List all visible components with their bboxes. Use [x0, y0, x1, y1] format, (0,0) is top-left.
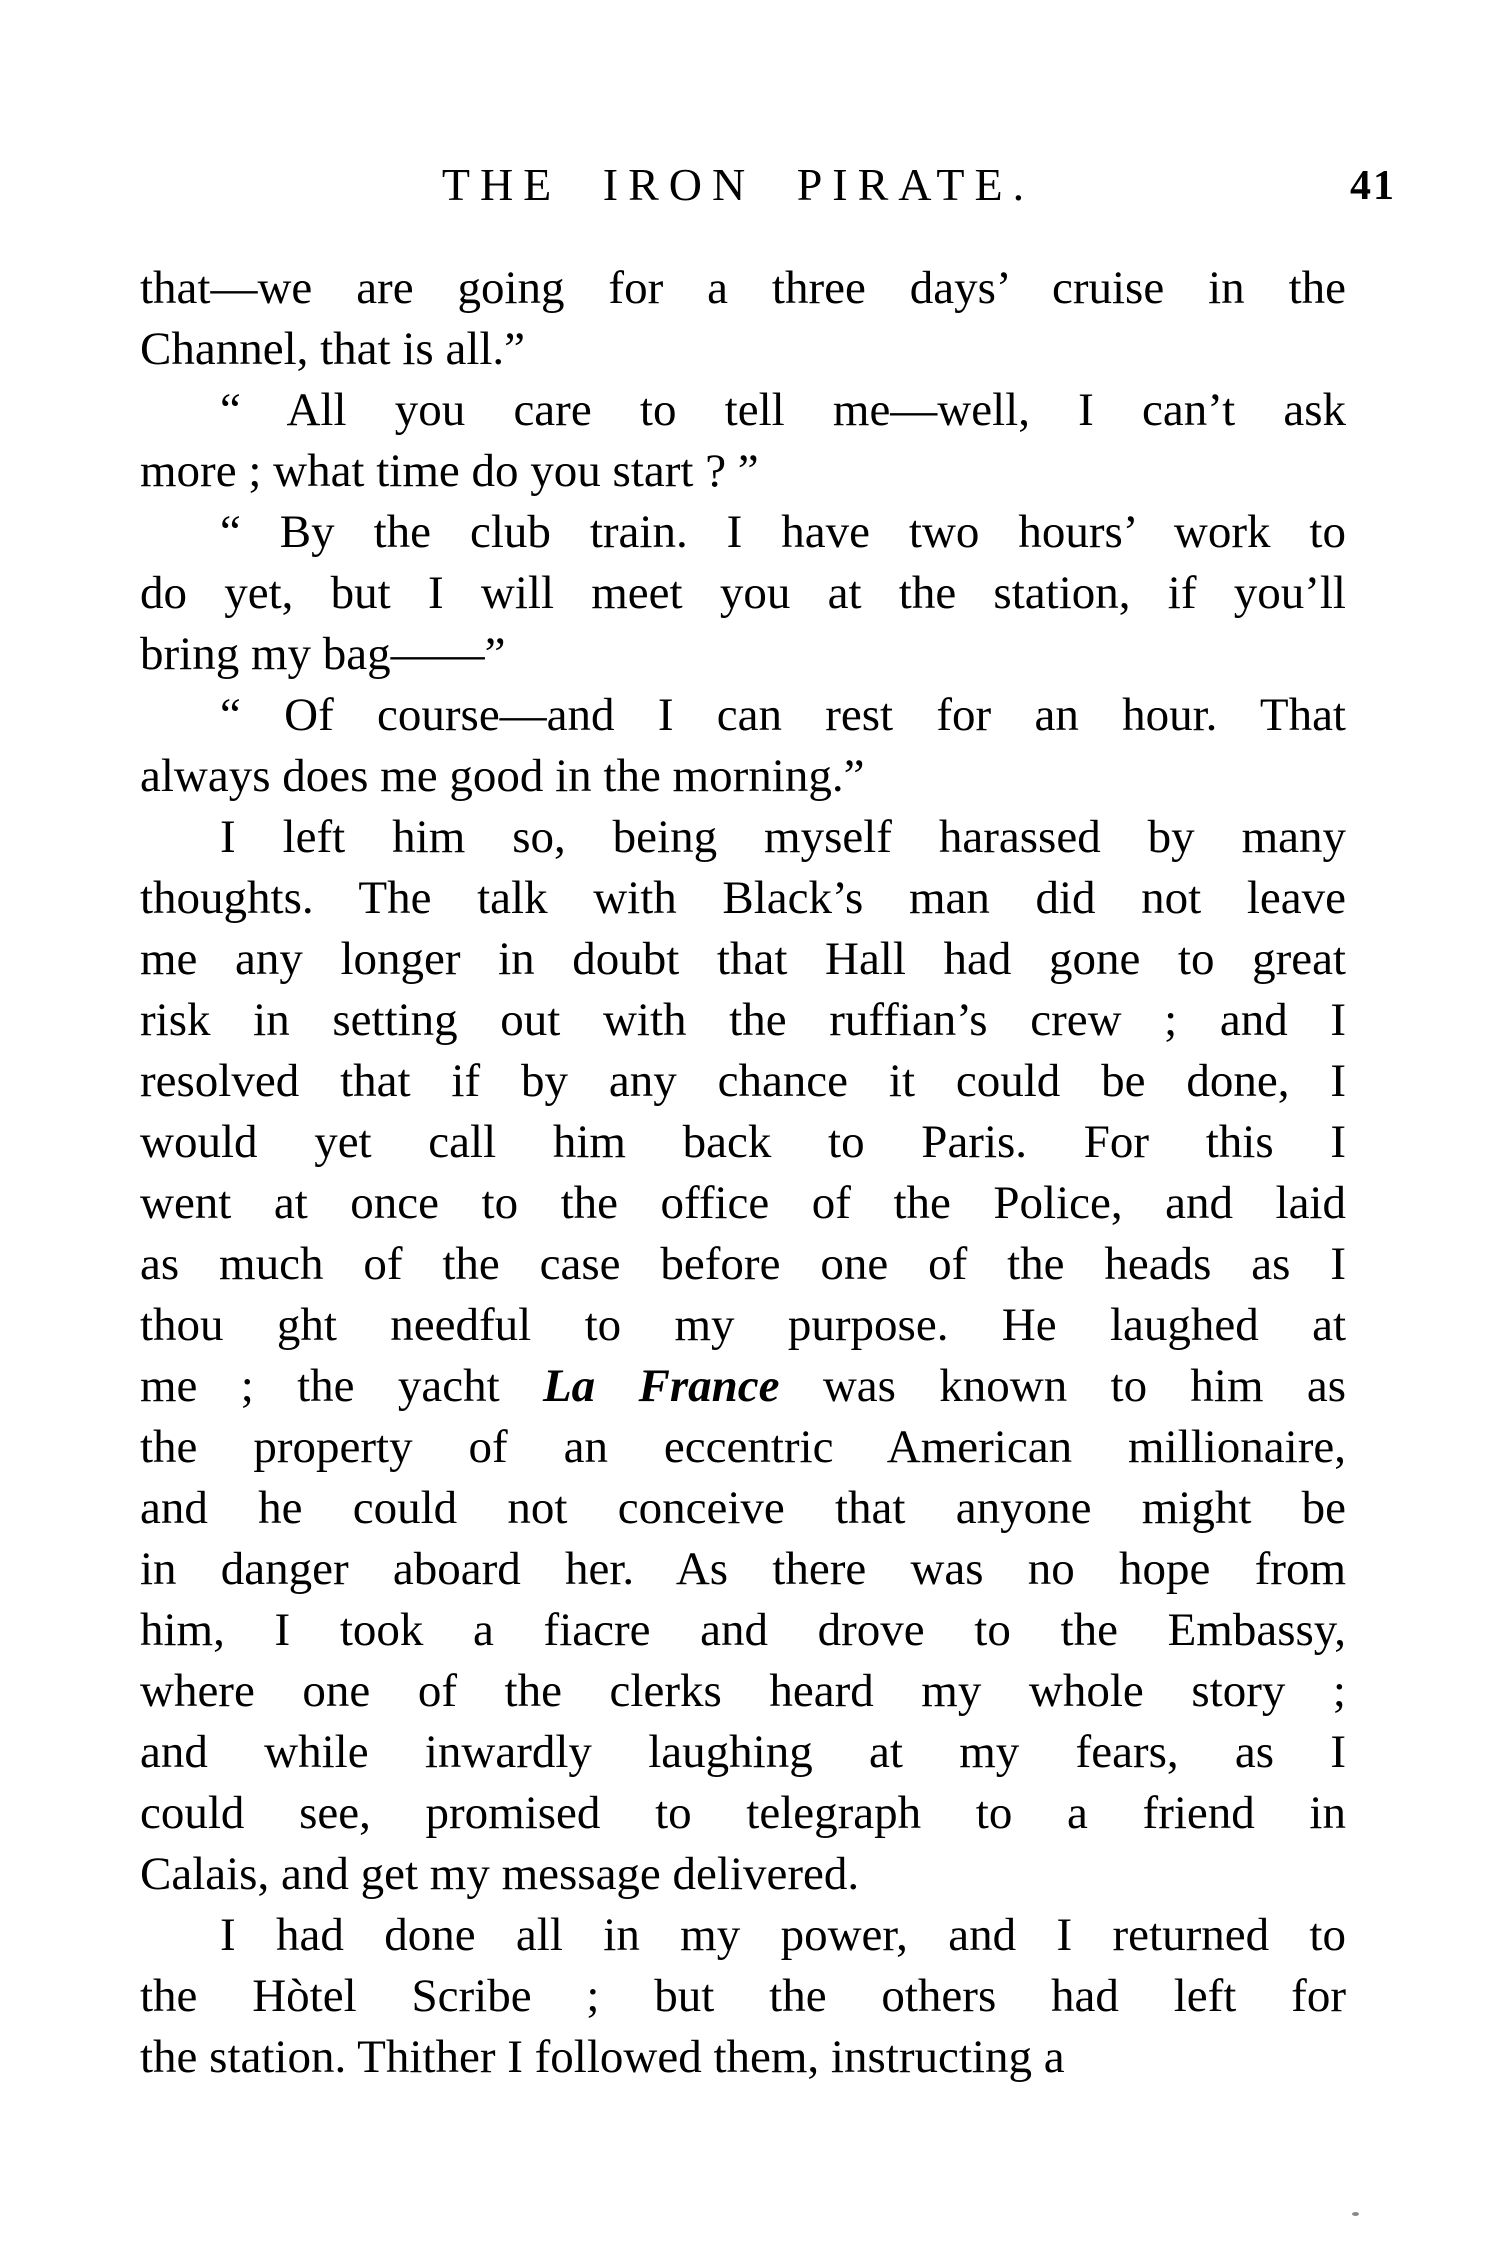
- text-segment: “ Of course—and I can rest for an hour. That: [220, 689, 1346, 741]
- text-segment: thoughts. The talk with Black’s man did not leave: [140, 872, 1346, 924]
- text-segment: me any longer in doubt that Hall had gone to great: [140, 933, 1346, 985]
- text-line: [140, 624, 1346, 685]
- text-line: [140, 2027, 1346, 2088]
- page-title: THE IRON PIRATE.: [441, 159, 1035, 210]
- text-segment: as much of the case before one of the heads as I: [140, 1238, 1346, 1290]
- page-number: 41: [1350, 163, 1396, 209]
- text-line: [140, 1356, 1346, 1417]
- text-segment: “ By the club train. I have two hours’ work to: [220, 506, 1346, 558]
- scan-artifact-dot: [1352, 2212, 1359, 2216]
- text-segment: went at once to the office of the Police, and laid: [140, 1177, 1346, 1229]
- body-text: [140, 258, 1346, 2088]
- text-segment: and while inwardly laughing at my fears, as I: [140, 1726, 1346, 1778]
- text-line: [140, 563, 1346, 624]
- text-line: [140, 1844, 1346, 1905]
- text-line: [140, 1905, 1346, 1966]
- text-line: [140, 685, 1346, 746]
- text-segment: Channel, that is all.”: [140, 323, 526, 375]
- text-line: [140, 929, 1346, 990]
- text-line: [140, 1173, 1346, 1234]
- text-segment: in danger aboard her. As there was no hope from: [140, 1543, 1346, 1595]
- text-line: [140, 380, 1346, 441]
- running-header: [140, 158, 1396, 222]
- text-segment: “ All you care to tell me—well, I can’t ask: [220, 384, 1346, 436]
- text-line: [140, 1966, 1346, 2027]
- text-line: [140, 1417, 1346, 1478]
- text-line: [140, 868, 1346, 929]
- text-segment: bring my bag——”: [140, 628, 506, 680]
- text-segment: and he could not conceive that anyone might be: [140, 1482, 1346, 1534]
- text-line: [140, 441, 1346, 502]
- text-segment: do yet, but I will meet you at the station, if you’ll: [140, 567, 1346, 619]
- text-line: [140, 1539, 1346, 1600]
- text-segment: him, I took a fiacre and drove to the Embassy,: [140, 1604, 1346, 1656]
- text-line: [140, 1234, 1346, 1295]
- text-segment: me ; the yacht: [140, 1360, 543, 1412]
- text-line: [140, 990, 1346, 1051]
- italic-text: La France: [542, 1360, 780, 1412]
- text-line: [140, 1600, 1346, 1661]
- text-line: [140, 807, 1346, 868]
- text-segment: Calais, and get my message delivered.: [140, 1848, 860, 1900]
- text-segment: was known to him as: [779, 1360, 1346, 1412]
- text-line: [140, 1722, 1346, 1783]
- text-line: [140, 319, 1346, 380]
- text-line: [140, 1295, 1346, 1356]
- text-segment: that—we are going for a three days’ cruise in the: [140, 262, 1346, 314]
- text-segment: where one of the clerks heard my whole story ;: [140, 1665, 1346, 1717]
- text-segment: would yet call him back to Paris. For this I: [140, 1116, 1346, 1168]
- text-segment: could see, promised to telegraph to a friend in: [140, 1787, 1346, 1839]
- text-segment: resolved that if by any chance it could be done, I: [140, 1055, 1346, 1107]
- text-segment: always does me good in the morning.”: [140, 750, 865, 802]
- text-segment: I left him so, being myself harassed by many: [220, 811, 1346, 863]
- text-line: [140, 1661, 1346, 1722]
- text-segment: the Hòtel Scribe ; but the others had left for: [140, 1970, 1346, 2022]
- text-segment: the station. Thither I followed them, instructing a: [140, 2031, 1065, 2083]
- text-line: [140, 1112, 1346, 1173]
- text-segment: the property of an eccentric American millionaire,: [140, 1421, 1346, 1473]
- text-segment: thou ght needful to my purpose. He laughed at: [140, 1299, 1346, 1351]
- text-segment: risk in setting out with the ruffian’s crew ; and I: [140, 994, 1346, 1046]
- text-line: [140, 746, 1346, 807]
- text-line: [140, 1783, 1346, 1844]
- text-segment: I had done all in my power, and I returned to: [220, 1909, 1346, 1961]
- text-segment: more ; what time do you start ? ”: [140, 445, 759, 497]
- text-line: [140, 1051, 1346, 1112]
- text-line: [140, 258, 1346, 319]
- text-line: [140, 502, 1346, 563]
- text-line: [140, 1478, 1346, 1539]
